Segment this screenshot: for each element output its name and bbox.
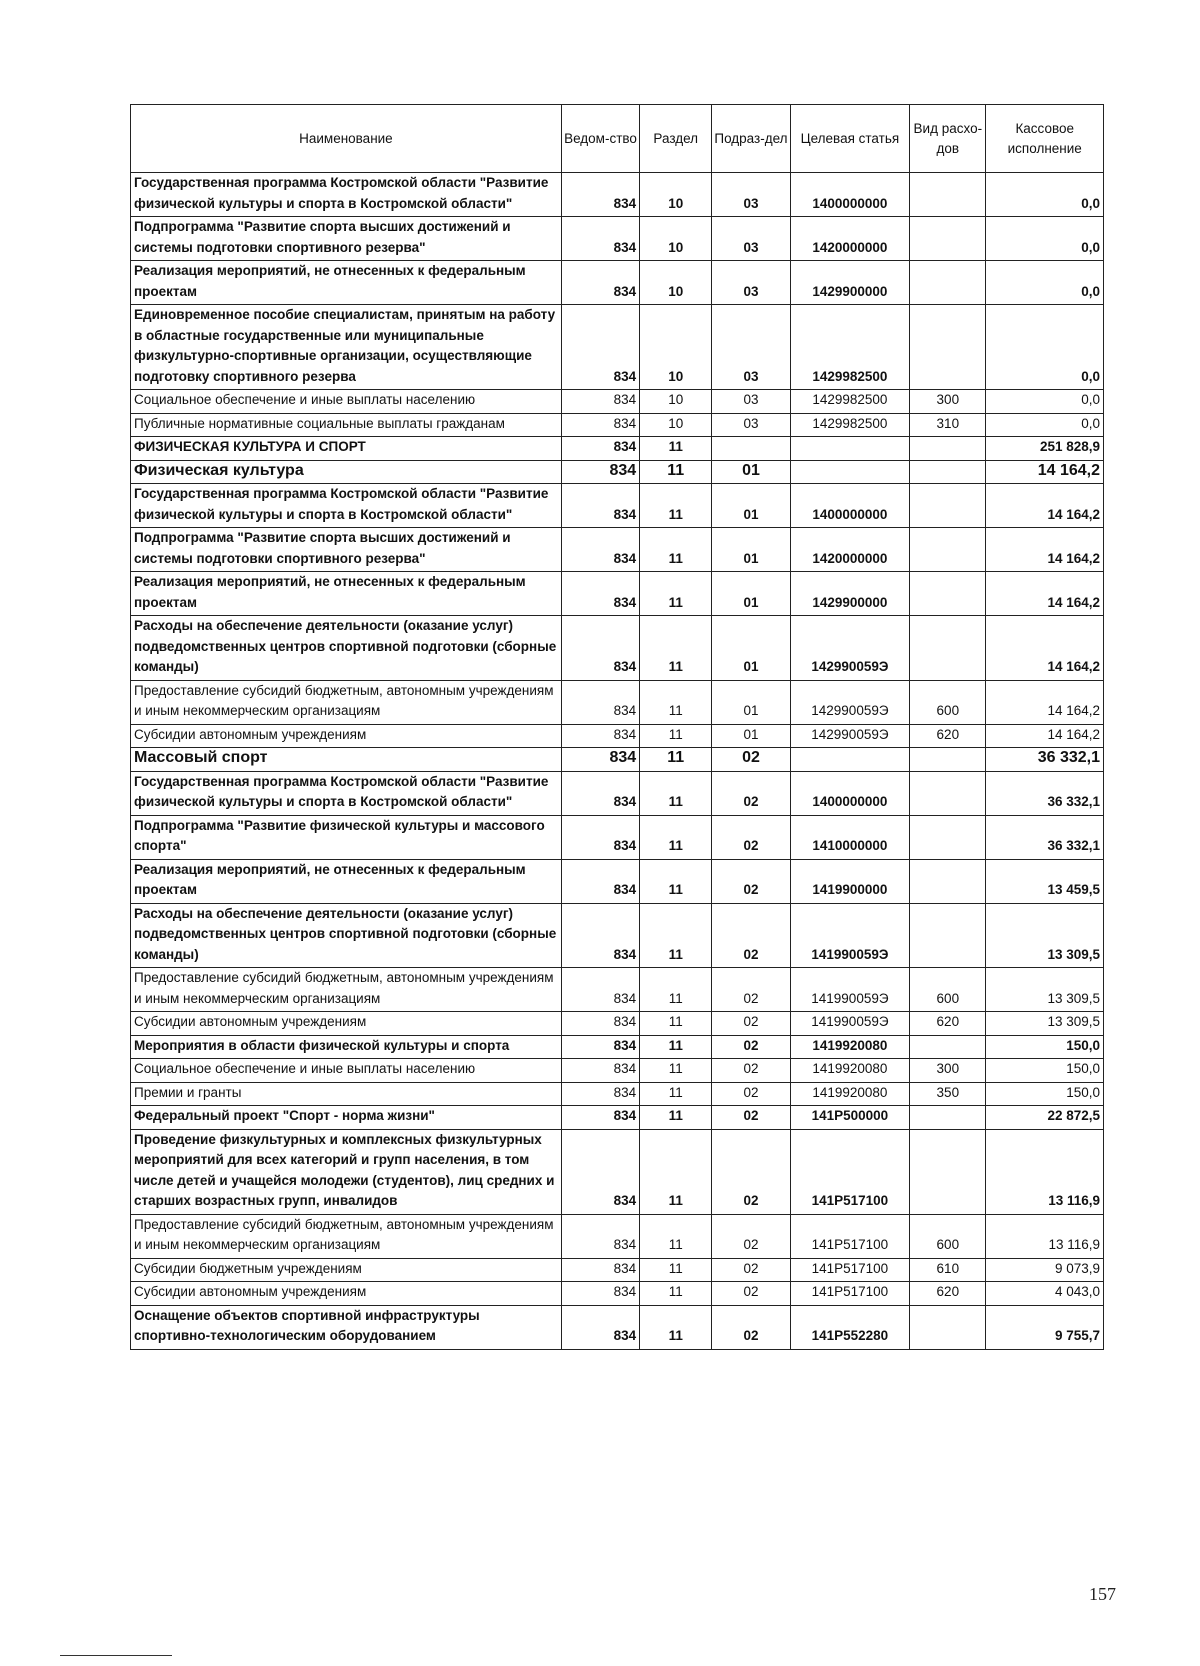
row-cash-execution: 13 116,9 [986, 1129, 1104, 1214]
row-department: 834 [561, 1282, 639, 1306]
row-cash-execution: 36 332,1 [986, 771, 1104, 815]
row-name: Подпрограмма "Развитие спорта высших достижений и системы подготовки спортивного резерва" [131, 528, 562, 572]
row-section: 11 [640, 1035, 712, 1059]
row-target-item: 1400000000 [790, 173, 910, 217]
table-row [131, 261, 1104, 305]
row-section: 11 [640, 1305, 712, 1349]
row-subsection: 02 [712, 1129, 790, 1214]
table-row [131, 680, 1104, 724]
table-row [131, 724, 1104, 748]
row-section: 11 [640, 437, 712, 461]
row-target-item: 141P517100 [790, 1214, 910, 1258]
row-target-item: 142990059Э [790, 616, 910, 681]
table-body [131, 173, 1104, 1350]
row-section: 11 [640, 968, 712, 1012]
row-cash-execution: 36 332,1 [986, 815, 1104, 859]
footer-divider [60, 1655, 172, 1656]
table-row [131, 437, 1104, 461]
row-subsection: 01 [712, 460, 790, 484]
row-expense-type [910, 437, 986, 461]
row-subsection: 02 [712, 1106, 790, 1130]
row-name: Проведение физкультурных и комплексных физкультурных мероприятий для всех категорий и групп населения, в том числе детей и учащейся молодежи (студентов), лиц средних и старших возрастных групп, инвалидов [131, 1129, 562, 1214]
row-department: 834 [561, 1035, 639, 1059]
row-expense-type [910, 1129, 986, 1214]
row-cash-execution: 9 755,7 [986, 1305, 1104, 1349]
table-row [131, 217, 1104, 261]
row-department: 834 [561, 815, 639, 859]
row-cash-execution: 14 164,2 [986, 616, 1104, 681]
row-target-item: 1419920080 [790, 1035, 910, 1059]
row-subsection: 02 [712, 1305, 790, 1349]
row-department: 834 [561, 1106, 639, 1130]
row-section: 10 [640, 390, 712, 414]
header-section: Раздел [640, 105, 712, 173]
row-target-item: 141990059Э [790, 903, 910, 968]
row-section: 10 [640, 217, 712, 261]
row-cash-execution: 14 164,2 [986, 724, 1104, 748]
row-cash-execution: 14 164,2 [986, 528, 1104, 572]
row-name: Государственная программа Костромской области "Развитие физической культуры и спорта в Костромской области" [131, 173, 562, 217]
table-row [131, 413, 1104, 437]
row-target-item: 141990059Э [790, 968, 910, 1012]
row-name: Расходы на обеспечение деятельности (оказание услуг) подведомственных центров спортивной подготовки (сборные команды) [131, 616, 562, 681]
row-department: 834 [561, 680, 639, 724]
row-expense-type: 600 [910, 1214, 986, 1258]
row-cash-execution: 13 309,5 [986, 968, 1104, 1012]
row-section: 11 [640, 903, 712, 968]
row-cash-execution: 14 164,2 [986, 460, 1104, 484]
row-department: 834 [561, 173, 639, 217]
row-section: 11 [640, 1012, 712, 1036]
row-department: 834 [561, 903, 639, 968]
row-target-item: 1429900000 [790, 261, 910, 305]
row-cash-execution: 22 872,5 [986, 1106, 1104, 1130]
row-subsection: 03 [712, 390, 790, 414]
row-subsection: 02 [712, 1012, 790, 1036]
row-cash-execution: 150,0 [986, 1035, 1104, 1059]
row-department: 834 [561, 771, 639, 815]
header-cash-execution: Кассовое исполнение [986, 105, 1104, 173]
row-subsection: 03 [712, 413, 790, 437]
row-name: Государственная программа Костромской области "Развитие физической культуры и спорта в Костромской области" [131, 771, 562, 815]
row-name: Субсидии бюджетным учреждениям [131, 1258, 562, 1282]
row-expense-type [910, 1305, 986, 1349]
row-name: Реализация мероприятий, не отнесенных к федеральным проектам [131, 261, 562, 305]
row-name: Предоставление субсидий бюджетным, автономным учреждениям и иным некоммерческим организациям [131, 680, 562, 724]
row-name: Премии и гранты [131, 1082, 562, 1106]
row-target-item: 141P500000 [790, 1106, 910, 1130]
row-expense-type [910, 460, 986, 484]
row-name: Субсидии автономным учреждениям [131, 1282, 562, 1306]
row-subsection: 01 [712, 616, 790, 681]
row-section: 11 [640, 724, 712, 748]
row-subsection: 02 [712, 1082, 790, 1106]
row-department: 834 [561, 1305, 639, 1349]
row-name: Государственная программа Костромской области "Развитие физической культуры и спорта в Костромской области" [131, 484, 562, 528]
row-name: Подпрограмма "Развитие спорта высших достижений и системы подготовки спортивного резерва" [131, 217, 562, 261]
row-subsection: 03 [712, 261, 790, 305]
row-cash-execution: 13 116,9 [986, 1214, 1104, 1258]
row-expense-type: 310 [910, 413, 986, 437]
row-target-item: 142990059Э [790, 680, 910, 724]
table-row [131, 859, 1104, 903]
row-subsection: 02 [712, 1214, 790, 1258]
row-target-item: 1419920080 [790, 1059, 910, 1083]
row-subsection: 01 [712, 724, 790, 748]
row-target-item [790, 460, 910, 484]
row-name: ФИЗИЧЕСКАЯ КУЛЬТУРА И СПОРТ [131, 437, 562, 461]
row-expense-type [910, 1106, 986, 1130]
row-name: Социальное обеспечение и иные выплаты населению [131, 390, 562, 414]
row-name: Подпрограмма "Развитие физической культуры и массового спорта" [131, 815, 562, 859]
row-expense-type: 300 [910, 390, 986, 414]
row-expense-type [910, 528, 986, 572]
table-row [131, 1106, 1104, 1130]
row-expense-type [910, 572, 986, 616]
row-department: 834 [561, 460, 639, 484]
row-department: 834 [561, 1059, 639, 1083]
row-department: 834 [561, 390, 639, 414]
row-target-item: 141P552280 [790, 1305, 910, 1349]
row-target-item: 1410000000 [790, 815, 910, 859]
table-row [131, 616, 1104, 681]
row-department: 834 [561, 1082, 639, 1106]
row-section: 10 [640, 305, 712, 390]
row-name: Мероприятия в области физической культуры и спорта [131, 1035, 562, 1059]
row-department: 834 [561, 968, 639, 1012]
row-target-item: 141P517100 [790, 1129, 910, 1214]
table-row [131, 968, 1104, 1012]
row-section: 11 [640, 616, 712, 681]
row-subsection: 02 [712, 968, 790, 1012]
table-row [131, 484, 1104, 528]
row-expense-type [910, 305, 986, 390]
table-row [131, 460, 1104, 484]
row-expense-type: 620 [910, 724, 986, 748]
row-subsection: 02 [712, 748, 790, 772]
row-expense-type: 300 [910, 1059, 986, 1083]
row-subsection: 03 [712, 217, 790, 261]
row-subsection: 02 [712, 1035, 790, 1059]
row-name: Публичные нормативные социальные выплаты гражданам [131, 413, 562, 437]
row-name: Расходы на обеспечение деятельности (оказание услуг) подведомственных центров спортивной подготовки (сборные команды) [131, 903, 562, 968]
row-section: 11 [640, 680, 712, 724]
row-expense-type [910, 903, 986, 968]
row-cash-execution: 14 164,2 [986, 572, 1104, 616]
row-expense-type [910, 173, 986, 217]
row-expense-type [910, 771, 986, 815]
row-department: 834 [561, 437, 639, 461]
row-section: 11 [640, 859, 712, 903]
row-department: 834 [561, 1214, 639, 1258]
row-cash-execution: 0,0 [986, 173, 1104, 217]
table-row [131, 1214, 1104, 1258]
row-expense-type: 610 [910, 1258, 986, 1282]
row-target-item: 141990059Э [790, 1012, 910, 1036]
row-name: Субсидии автономным учреждениям [131, 724, 562, 748]
row-department: 834 [561, 748, 639, 772]
row-section: 11 [640, 1106, 712, 1130]
row-subsection: 01 [712, 680, 790, 724]
row-department: 834 [561, 413, 639, 437]
row-section: 11 [640, 748, 712, 772]
row-expense-type [910, 261, 986, 305]
row-name: Предоставление субсидий бюджетным, автономным учреждениям и иным некоммерческим организациям [131, 1214, 562, 1258]
row-department: 834 [561, 1258, 639, 1282]
row-target-item [790, 748, 910, 772]
row-name: Предоставление субсидий бюджетным, автономным учреждениям и иным некоммерческим организациям [131, 968, 562, 1012]
row-section: 11 [640, 484, 712, 528]
table-header-row [131, 105, 1104, 173]
table-row [131, 1082, 1104, 1106]
table-row [131, 1035, 1104, 1059]
row-subsection: 02 [712, 903, 790, 968]
table-row [131, 572, 1104, 616]
header-subsection: Подраз-дел [712, 105, 790, 173]
row-expense-type [910, 484, 986, 528]
row-cash-execution: 9 073,9 [986, 1258, 1104, 1282]
table-row [131, 528, 1104, 572]
table-row [131, 1282, 1104, 1306]
row-subsection: 01 [712, 528, 790, 572]
row-section: 11 [640, 572, 712, 616]
row-section: 11 [640, 1082, 712, 1106]
row-target-item: 141P517100 [790, 1282, 910, 1306]
header-name: Наименование [131, 105, 562, 173]
row-department: 834 [561, 261, 639, 305]
table-row [131, 771, 1104, 815]
row-expense-type: 600 [910, 680, 986, 724]
row-name: Массовый спорт [131, 748, 562, 772]
table-row [131, 903, 1104, 968]
row-section: 11 [640, 1059, 712, 1083]
row-target-item: 1429982500 [790, 390, 910, 414]
row-target-item [790, 437, 910, 461]
row-cash-execution: 150,0 [986, 1059, 1104, 1083]
row-target-item: 1420000000 [790, 528, 910, 572]
row-cash-execution: 13 309,5 [986, 903, 1104, 968]
row-cash-execution: 251 828,9 [986, 437, 1104, 461]
row-name: Социальное обеспечение и иные выплаты населению [131, 1059, 562, 1083]
row-subsection: 02 [712, 1258, 790, 1282]
row-target-item: 142990059Э [790, 724, 910, 748]
row-subsection: 02 [712, 1282, 790, 1306]
row-name: Реализация мероприятий, не отнесенных к федеральным проектам [131, 859, 562, 903]
row-name: Реализация мероприятий, не отнесенных к федеральным проектам [131, 572, 562, 616]
row-section: 11 [640, 528, 712, 572]
row-department: 834 [561, 1129, 639, 1214]
table-row [131, 1059, 1104, 1083]
row-target-item: 1400000000 [790, 771, 910, 815]
table-row [131, 1258, 1104, 1282]
row-subsection: 02 [712, 1059, 790, 1083]
expenditure-table [130, 104, 1104, 1350]
row-section: 11 [640, 1214, 712, 1258]
row-section: 10 [640, 261, 712, 305]
row-department: 834 [561, 572, 639, 616]
table-row [131, 305, 1104, 390]
row-department: 834 [561, 616, 639, 681]
row-cash-execution: 0,0 [986, 261, 1104, 305]
header-target-item: Целевая статья [790, 105, 910, 173]
row-target-item: 1400000000 [790, 484, 910, 528]
row-cash-execution: 0,0 [986, 217, 1104, 261]
page-number: 157 [1089, 1584, 1116, 1604]
row-target-item: 1429982500 [790, 413, 910, 437]
row-expense-type [910, 1035, 986, 1059]
row-expense-type [910, 217, 986, 261]
row-section: 11 [640, 1258, 712, 1282]
row-cash-execution: 150,0 [986, 1082, 1104, 1106]
row-cash-execution: 14 164,2 [986, 484, 1104, 528]
row-target-item: 1420000000 [790, 217, 910, 261]
table-row [131, 1129, 1104, 1214]
row-expense-type [910, 815, 986, 859]
row-section: 10 [640, 173, 712, 217]
row-cash-execution: 0,0 [986, 305, 1104, 390]
row-subsection [712, 437, 790, 461]
row-department: 834 [561, 724, 639, 748]
row-section: 11 [640, 771, 712, 815]
row-cash-execution: 4 043,0 [986, 1282, 1104, 1306]
row-subsection: 01 [712, 484, 790, 528]
header-expense-type: Вид расхо-дов [910, 105, 986, 173]
row-subsection: 02 [712, 859, 790, 903]
table-row [131, 1012, 1104, 1036]
row-cash-execution: 13 459,5 [986, 859, 1104, 903]
row-expense-type [910, 616, 986, 681]
row-subsection: 03 [712, 305, 790, 390]
row-section: 11 [640, 460, 712, 484]
row-target-item: 1419920080 [790, 1082, 910, 1106]
row-cash-execution: 13 309,5 [986, 1012, 1104, 1036]
table-row [131, 815, 1104, 859]
row-subsection: 02 [712, 771, 790, 815]
row-expense-type: 600 [910, 968, 986, 1012]
row-expense-type: 350 [910, 1082, 986, 1106]
row-department: 834 [561, 484, 639, 528]
row-department: 834 [561, 528, 639, 572]
row-name: Единовременное пособие специалистам, принятым на работу в областные государственные или муниципальные физкультурно-спортивные организации, осуществляющие подготовку спортивного резерва [131, 305, 562, 390]
row-subsection: 01 [712, 572, 790, 616]
row-target-item: 1429900000 [790, 572, 910, 616]
row-cash-execution: 36 332,1 [986, 748, 1104, 772]
row-cash-execution: 14 164,2 [986, 680, 1104, 724]
row-subsection: 02 [712, 815, 790, 859]
row-cash-execution: 0,0 [986, 413, 1104, 437]
row-name: Физическая культура [131, 460, 562, 484]
row-department: 834 [561, 217, 639, 261]
table-row [131, 390, 1104, 414]
row-department: 834 [561, 859, 639, 903]
row-cash-execution: 0,0 [986, 390, 1104, 414]
header-department: Ведом-ство [561, 105, 639, 173]
row-section: 11 [640, 1129, 712, 1214]
row-target-item: 1419900000 [790, 859, 910, 903]
row-target-item: 141P517100 [790, 1258, 910, 1282]
row-name: Оснащение объектов спортивной инфраструктуры спортивно-технологическим оборудованием [131, 1305, 562, 1349]
row-name: Субсидии автономным учреждениям [131, 1012, 562, 1036]
row-subsection: 03 [712, 173, 790, 217]
row-expense-type: 620 [910, 1282, 986, 1306]
table-row [131, 1305, 1104, 1349]
row-section: 11 [640, 815, 712, 859]
row-name: Федеральный проект "Спорт - норма жизни" [131, 1106, 562, 1130]
table-row [131, 173, 1104, 217]
table-row [131, 748, 1104, 772]
row-section: 10 [640, 413, 712, 437]
row-target-item: 1429982500 [790, 305, 910, 390]
row-expense-type [910, 748, 986, 772]
row-expense-type [910, 859, 986, 903]
row-section: 11 [640, 1282, 712, 1306]
row-department: 834 [561, 305, 639, 390]
row-department: 834 [561, 1012, 639, 1036]
row-expense-type: 620 [910, 1012, 986, 1036]
